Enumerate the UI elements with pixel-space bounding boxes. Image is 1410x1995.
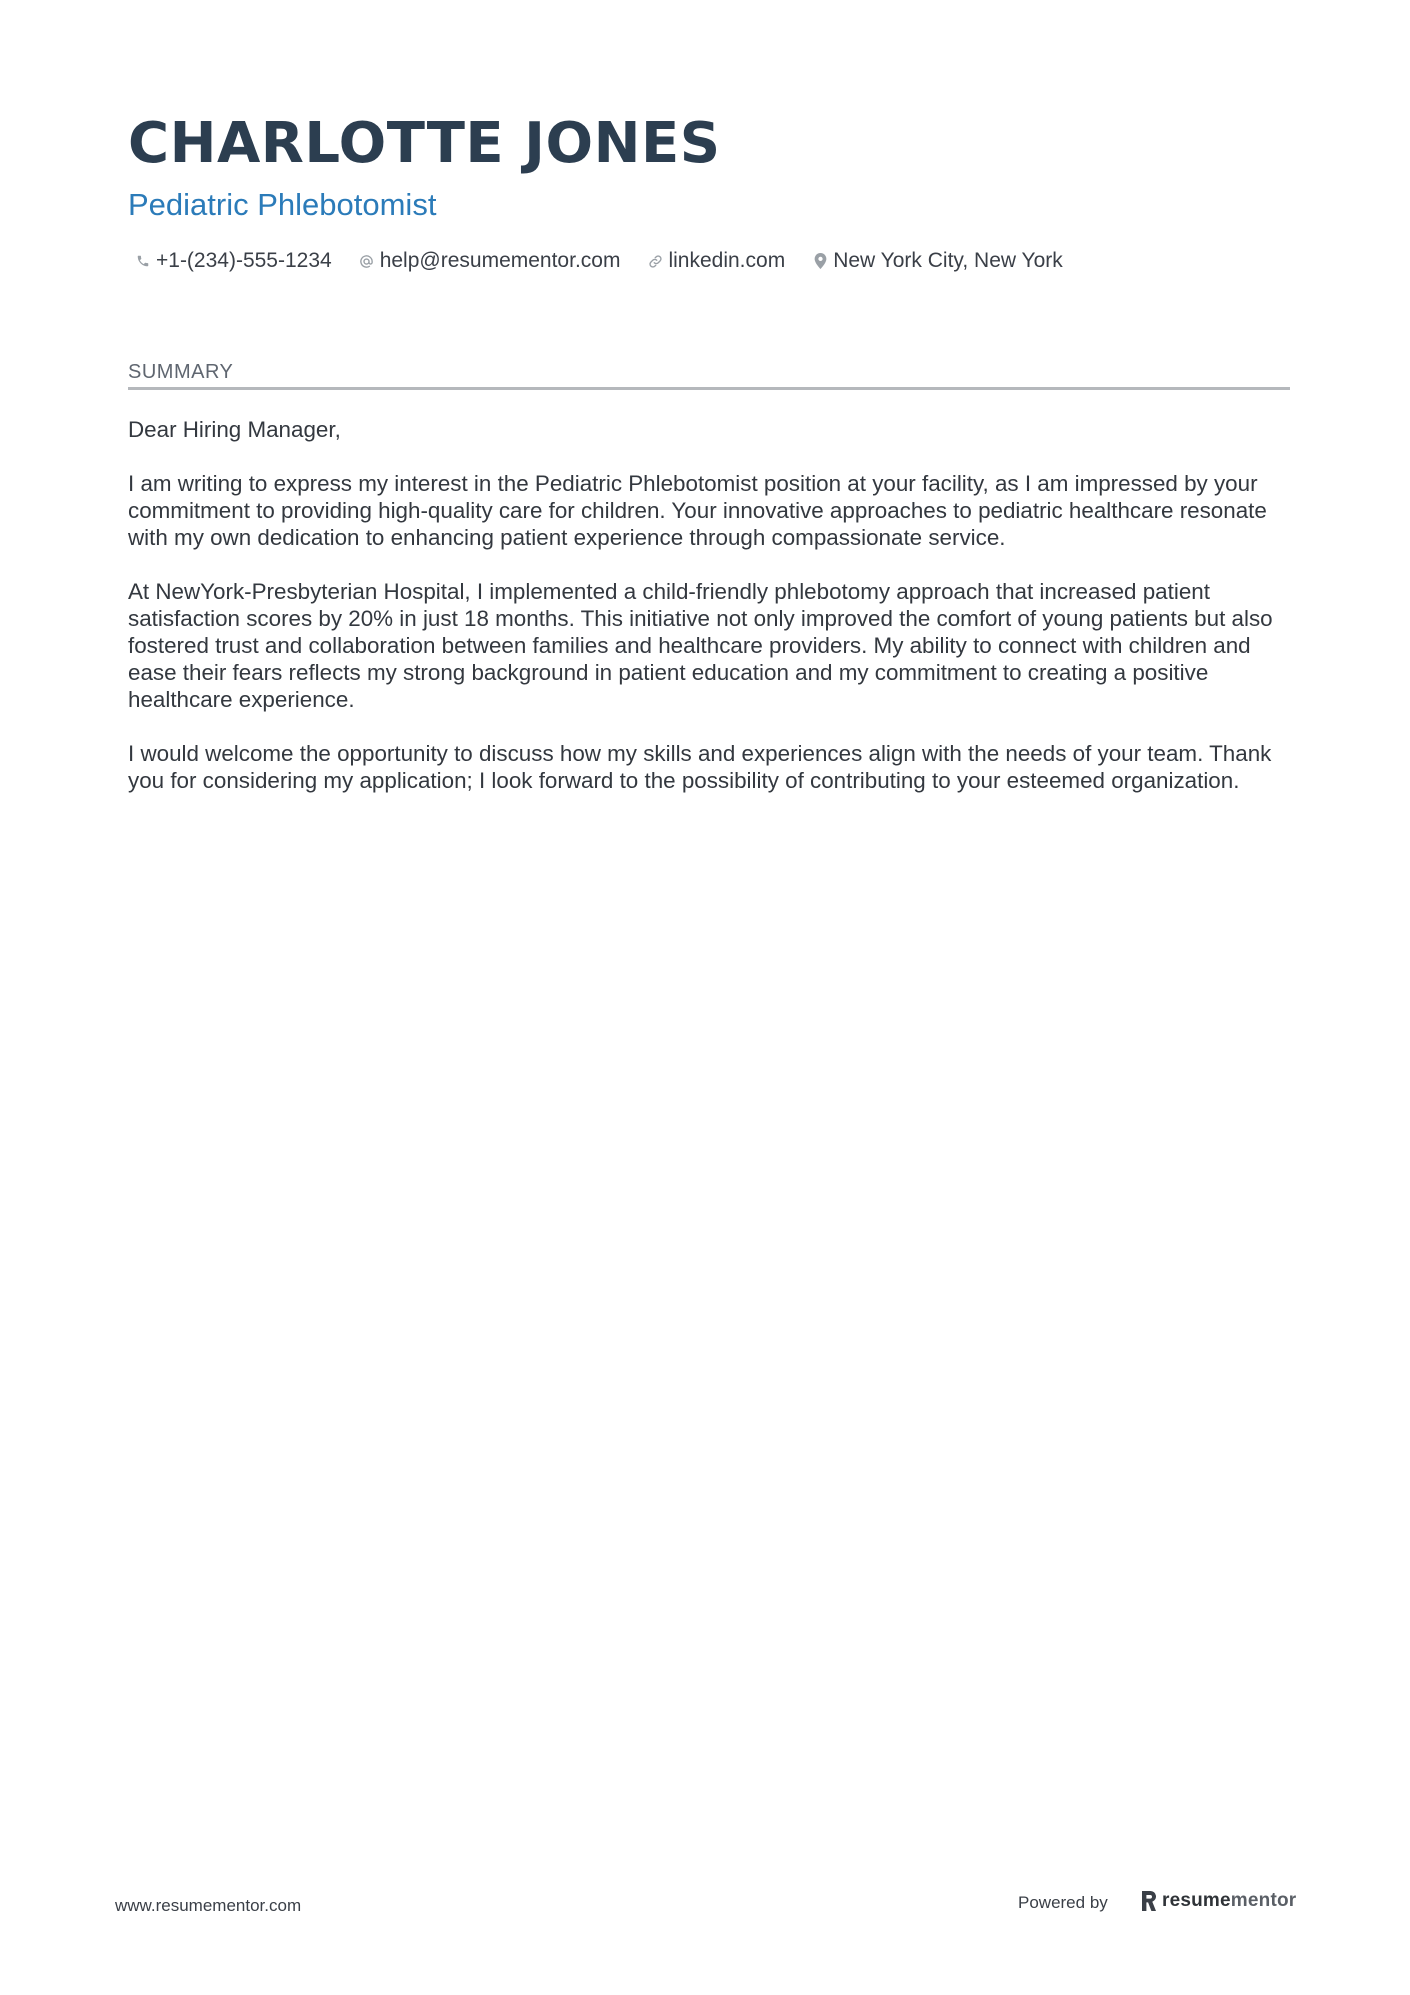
location-text: New York City, New York — [833, 249, 1063, 272]
map-pin-icon — [811, 250, 829, 272]
phone-icon — [134, 250, 152, 272]
contact-email — [358, 249, 621, 273]
resumementor-logo-icon — [1140, 1890, 1158, 1912]
paragraph-intro: I am writing to express my interest in the Pediatric Phlebotomist position at your facility, as I am impressed by your commitment to providing high-quality care for children. Your innovative approaches to pediatric healthcare resonate with my own dedication to enhancing patient experience through compassionate service. — [128, 471, 1267, 550]
job-title: Pediatric Phlebotomist — [128, 187, 437, 222]
link-icon — [646, 250, 664, 272]
contact-phone — [134, 249, 332, 273]
brand-logo[interactable] — [1140, 1890, 1296, 1912]
candidate-name: CHARLOTTE JONES — [128, 111, 721, 176]
paragraph-experience: At NewYork-Presbyterian Hospital, I implemented a child-friendly phlebotomy approach that increased patient satisfaction scores by 20% in just 18 months. This initiative not only improved the comfort of young patients but also fostered trust and collaboration between families and healthcare providers. My ability to connect with children and ease their fears reflects my strong background in patient education and my commitment to creating a positive healthcare experience. — [128, 579, 1273, 712]
section-heading-summary: SUMMARY — [128, 361, 234, 383]
letter-body — [128, 416, 1293, 821]
paragraph-closing: I would welcome the opportunity to discuss how my skills and experiences align with the needs of your team. Thank you for considering my application; I look forward to the possibility of contributing to your esteemed organization. — [128, 741, 1272, 793]
powered-by-label: Powered by — [1018, 1893, 1108, 1912]
link-text[interactable]: linkedin.com — [668, 249, 786, 272]
brand-wordmark: resumementor — [1162, 1890, 1297, 1911]
contact-bar — [134, 246, 1063, 276]
contact-location — [811, 249, 1063, 273]
email-text[interactable]: help@resumementor.com — [379, 249, 621, 272]
contact-link — [646, 249, 785, 273]
phone-text: +1-(234)-555-1234 — [156, 249, 332, 272]
footer-url[interactable]: www.resumementor.com — [115, 1896, 302, 1915]
at-icon — [358, 250, 376, 272]
section-divider — [128, 387, 1290, 390]
salutation: Dear Hiring Manager, — [128, 417, 341, 442]
